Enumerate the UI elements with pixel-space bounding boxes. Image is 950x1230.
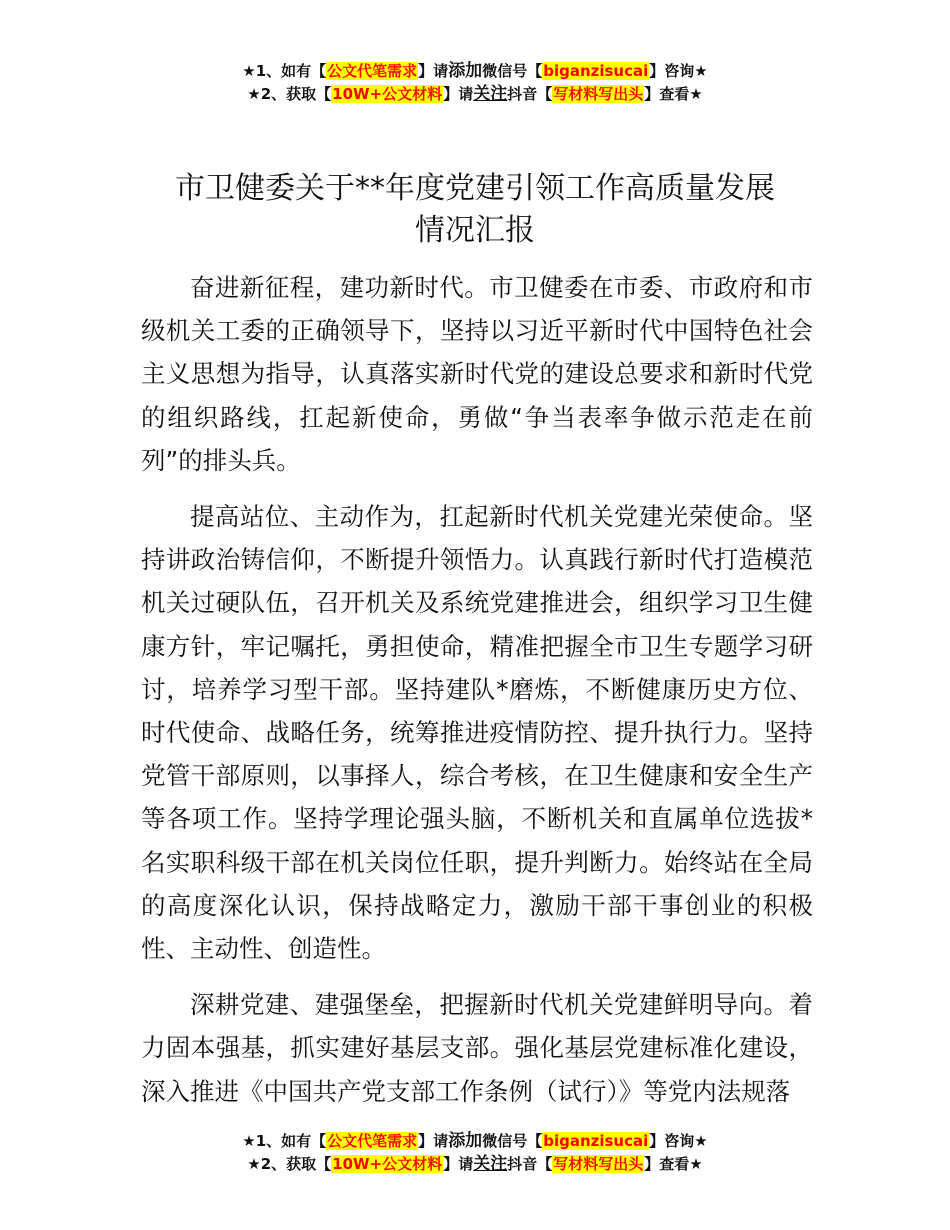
banner-text: 微信号【 (482, 62, 543, 80)
banner-emphasis: 添加 (448, 1131, 483, 1151)
banner-line-2 (0, 1153, 950, 1176)
banner-text: 抖音【 (507, 85, 553, 103)
banner-text: 】咨询★ (649, 62, 708, 80)
title-line-2: 情况汇报 (415, 213, 535, 248)
banner-line-2 (0, 83, 950, 106)
banner-text: ★1、如有【 (242, 1132, 327, 1150)
banner-text: 】请 (418, 1132, 449, 1150)
banner-text: 抖音【 (507, 1155, 553, 1173)
banner-text: 】请 (418, 62, 449, 80)
body-paragraph: 深耕党建、建强堡垒，把握新时代机关党建鲜明导向。着力固本强基，抓实建好基层支部。强化基层党建标准化建设，深入推进《中国共产党支部工作条例（试行）》等党内法规落 (141, 990, 813, 1106)
banner-wechat-id: biganzisucai (543, 62, 649, 80)
banner-wechat-id: biganzisucai (543, 1132, 649, 1150)
banner-line-1 (0, 1130, 950, 1153)
banner-text: ★2、获取【 (247, 1155, 332, 1173)
banner-emphasis: 添加 (448, 61, 483, 81)
banner-highlight: 10W+公文材料 (332, 85, 443, 103)
banner-highlight: 10W+公文材料 (332, 1155, 443, 1173)
banner-text: 】请 (443, 1155, 474, 1173)
banner-text: ★1、如有【 (242, 62, 327, 80)
banner-emphasis: 关注 (473, 1154, 508, 1174)
banner-text: ★2、获取【 (247, 85, 332, 103)
banner-text: 】查看★ (644, 85, 703, 103)
banner-highlight: 公文代笔需求 (327, 1132, 418, 1150)
header-banner (0, 60, 950, 106)
footer-banner (0, 1130, 950, 1176)
banner-text: 】查看★ (644, 1155, 703, 1173)
banner-text: 微信号【 (482, 1132, 543, 1150)
banner-highlight: 公文代笔需求 (327, 62, 418, 80)
banner-line-1 (0, 60, 950, 83)
banner-text: 】咨询★ (649, 1132, 708, 1150)
body-paragraph: 提高站位、主动作为，扛起新时代机关党建光荣使命。坚持讲政治铸信仰，不断提升领悟力。认真践行新时代打造模范机关过硬队伍，召开机关及系统党建推进会，组织学习卫生健康方针，牢记嘱托，勇担使命，精准把握全市卫生专题学习研讨，培养学习型干部。坚持建队*磨炼，不断健康历史方位、时代使命、战略任务，统筹推进疫情防控、提升执行力。坚持党管干部原则，以事择人，综合考核，在卫生健康和安全生产等各项工作。坚持学理论强头脑，不断机关和直属单位选拔*名实职科级干部在机关岗位任职，提升判断力。始终站在全局的高度深化认识，保持战略定力，激励干部干事创业的积极性、主动性、创造性。 (141, 502, 813, 964)
body-paragraph: 奋进新征程，建功新时代。市卫健委在市委、市政府和市级机关工委的正确领导下，坚持以习近平新时代中国特色社会主义思想为指导，认真落实新时代党的建设总要求和新时代党的组织路线，扛起新使命，勇做“争当表率争做示范走在前列”的排头兵。 (141, 273, 813, 475)
banner-highlight: 写材料写出头 (553, 1155, 644, 1173)
banner-highlight: 写材料写出头 (553, 85, 644, 103)
banner-emphasis: 关注 (473, 84, 508, 104)
document-title (0, 168, 950, 252)
document-body (141, 266, 813, 1126)
banner-text: 】请 (443, 85, 474, 103)
title-line-1: 市卫健委关于**年度党建引领工作高质量发展 (175, 171, 775, 206)
